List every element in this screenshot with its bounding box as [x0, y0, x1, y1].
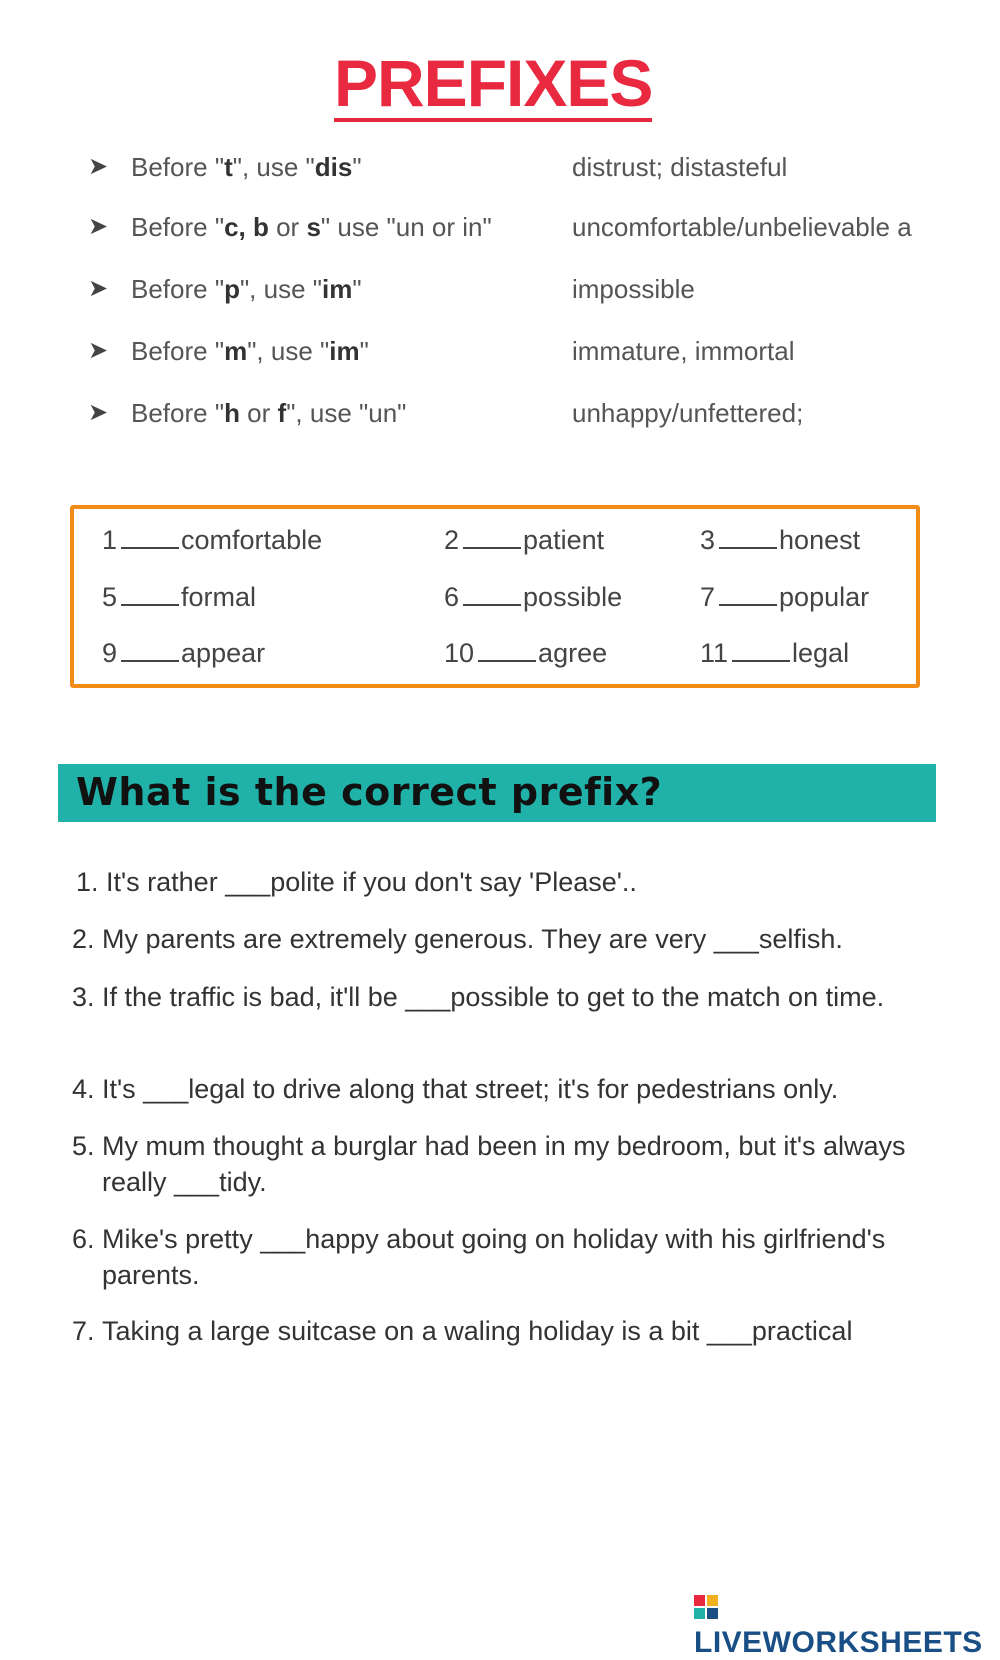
question-item: 4. It's ___legal to drive along that street; it's for pedestrians only. — [72, 1074, 839, 1104]
exercise-item: 9 appear — [102, 638, 266, 668]
answer-blank[interactable] — [121, 636, 179, 662]
question-heading-band — [58, 764, 936, 822]
rule-example: immature, immortal — [572, 336, 795, 366]
rule-text: Before "p", use "im" — [131, 274, 362, 304]
rule-example: unhappy/unfettered; — [572, 398, 804, 428]
question-item: 5. My mum thought a burglar had been in my bedroom, but it's always really ___tidy. — [72, 1131, 906, 1197]
footer-logo: LIVEWORKSHEETS — [694, 1592, 1000, 1660]
answer-blank[interactable] — [121, 523, 179, 549]
answer-blank[interactable] — [719, 580, 777, 606]
arrow-right-icon: ➤ — [88, 337, 109, 364]
rule-example: distrust; distasteful — [572, 152, 788, 182]
exercise-item: 1 comfortable — [102, 525, 323, 555]
rule-row — [0, 336, 1000, 376]
answer-blank[interactable] — [732, 636, 790, 662]
answer-blank[interactable] — [478, 636, 536, 662]
question-item: 1. It's rather ___polite if you don't say 'Please'.. — [76, 867, 637, 897]
rule-row — [0, 398, 1000, 438]
rule-example: uncomfortable/unbelievable a — [572, 212, 912, 242]
question-item: 7. Taking a large suitcase on a waling holiday is a bit ___practical — [72, 1316, 853, 1346]
exercise-item: 11 legal — [700, 638, 850, 668]
answer-blank[interactable] — [719, 523, 777, 549]
arrow-right-icon: ➤ — [88, 213, 109, 240]
rule-row — [0, 212, 1000, 252]
arrow-right-icon: ➤ — [88, 275, 109, 302]
question-heading: What is the correct prefix? — [76, 770, 663, 814]
question-item: 6. Mike's pretty ___happy about going on holiday with his girlfriend's parents. — [72, 1224, 886, 1290]
rule-text: Before "m", use "im" — [131, 336, 369, 366]
question-item: 2. My parents are extremely generous. They are very ___selfish. — [72, 924, 843, 954]
question-item: 3. If the traffic is bad, it'll be ___possible to get to the match on time. — [72, 982, 885, 1012]
exercise-item: 5 formal — [102, 582, 257, 612]
rule-row — [0, 274, 1000, 314]
rule-row — [0, 152, 1000, 192]
rule-text: Before "h or f", use "un" — [131, 398, 407, 428]
exercise-item: 6 possible — [444, 582, 623, 612]
arrow-right-icon: ➤ — [88, 399, 109, 426]
rule-text: Before "c, b or s" use "un or in" — [131, 212, 492, 242]
exercise-item: 10 agree — [444, 638, 608, 668]
answer-blank[interactable] — [121, 580, 179, 606]
exercise-item: 3 honest — [700, 525, 861, 555]
exercise-item: 2 patient — [444, 525, 605, 555]
rule-example: impossible — [572, 274, 695, 304]
page-title: PREFIXES — [334, 46, 653, 120]
answer-blank[interactable] — [463, 580, 521, 606]
rule-text: Before "t", use "dis" — [131, 152, 362, 182]
arrow-right-icon: ➤ — [88, 153, 109, 180]
liveworksheets-logo-icon — [694, 1595, 718, 1619]
exercise-item: 7 popular — [700, 582, 870, 612]
answer-blank[interactable] — [463, 523, 521, 549]
